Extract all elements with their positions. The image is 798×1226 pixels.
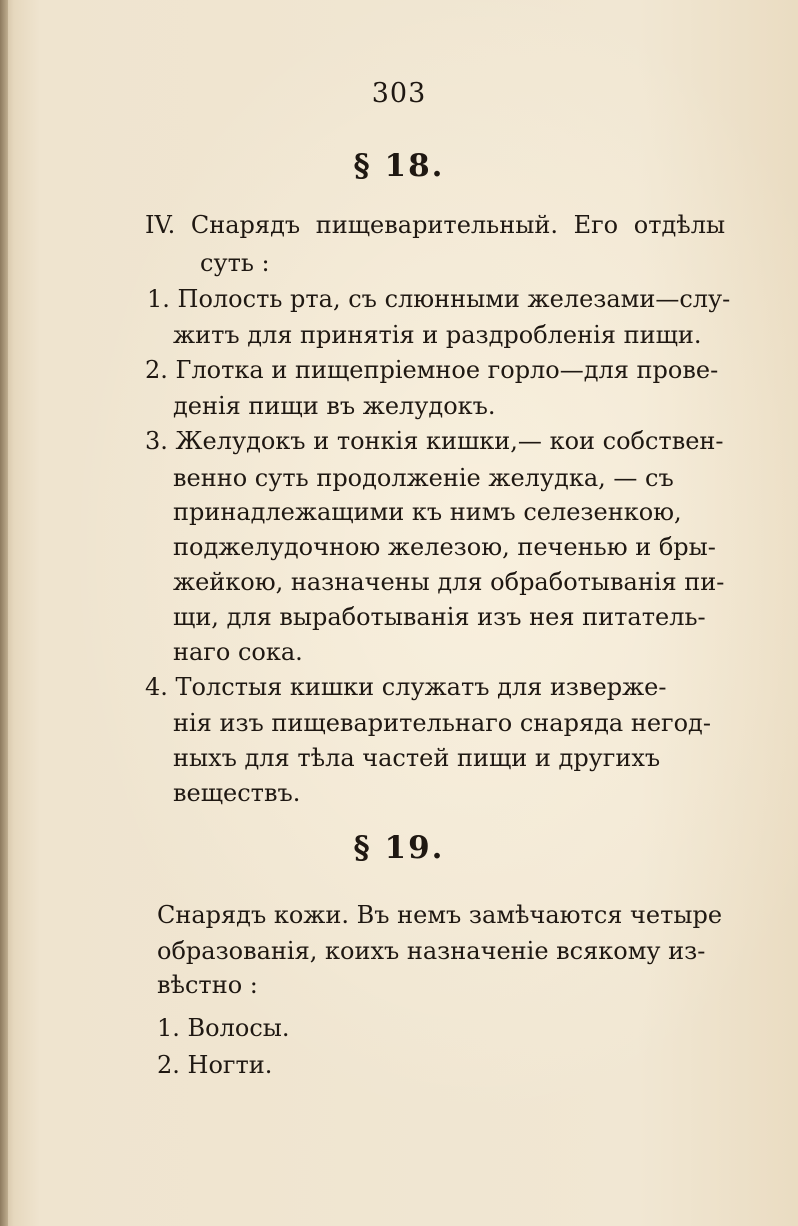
section-19-item-2 [157, 1053, 272, 1077]
section-18-item-4-line-4: веществъ. [173, 779, 301, 807]
section-18-item-3-line-7: наго сока. [173, 638, 303, 666]
section-19-paragraph-line-3: вѣстно : [157, 971, 258, 999]
section-18-item-4-number: 4. [145, 673, 168, 701]
section-18-item-4-line-3: ныхъ для тѣла частей пищи и другихъ [173, 744, 661, 772]
section-19-item-2-text: Ногти. [187, 1051, 273, 1079]
section-18-item-2-line-1: Глотка и пищепріемное горло—для прове- [175, 356, 719, 384]
section-18-item-3-line-5: жейкою, назначены для обработыванія пи- [173, 568, 725, 596]
section-18-intro-text-1: Снарядъ пищеварительный. Его отдѣлы [190, 211, 726, 239]
section-18-intro-line-2: суть : [200, 249, 270, 277]
section-19-heading: § 19. [353, 830, 445, 866]
section-18-item-1-line-2: житъ для принятія и раздробленія пищи. [173, 321, 702, 349]
section-18-item-3-line-6: щи, для выработыванія изъ нея питатель- [173, 603, 706, 631]
section-18-item-2-number: 2. [145, 356, 168, 384]
section-18-item-2 [145, 358, 718, 382]
section-18-item-4 [145, 675, 667, 699]
section-18-item-1 [147, 287, 730, 311]
section-19-paragraph-line-1: Снарядъ кожи. Въ немъ замѣчаются четыре [157, 901, 723, 929]
section-18-item-3-line-3: принадлежащими къ нимъ селезенкою, [173, 498, 682, 526]
section-18-item-3 [145, 429, 724, 453]
section-18-item-3-line-1: Желудокъ и тонкія кишки,— кои собствен- [175, 427, 724, 455]
section-19-item-1-text: Волосы. [187, 1014, 290, 1042]
section-19-paragraph-line-2: образованія, коихъ назначеніе всякому из- [157, 937, 706, 965]
section-18-intro-numeral: IV. [145, 211, 176, 239]
section-18-item-1-line-1: Полость рта, съ слюнными железами—слу- [177, 285, 731, 313]
section-18-item-3-number: 3. [145, 427, 168, 455]
section-18-item-4-line-2: нія изъ пищеварительнаго снаряда негод- [173, 709, 711, 737]
section-19-item-1 [157, 1016, 290, 1040]
section-18-heading: § 18. [353, 148, 445, 184]
section-18-item-1-number: 1. [147, 285, 170, 313]
section-18-item-2-line-2: денія пищи въ желудокъ. [173, 392, 496, 420]
page-number: 303 [371, 78, 427, 109]
section-18-item-3-line-2: венно суть продолженіе желудка, — съ [173, 464, 674, 492]
section-18-item-3-line-4: поджелудочною железою, печенью и бры- [173, 533, 716, 561]
section-18-intro-line-1 [145, 211, 726, 239]
section-19-item-1-number: 1. [157, 1014, 180, 1042]
section-19-item-2-number: 2. [157, 1051, 180, 1079]
section-18-item-4-line-1: Толстыя кишки служатъ для изверже- [175, 673, 667, 701]
